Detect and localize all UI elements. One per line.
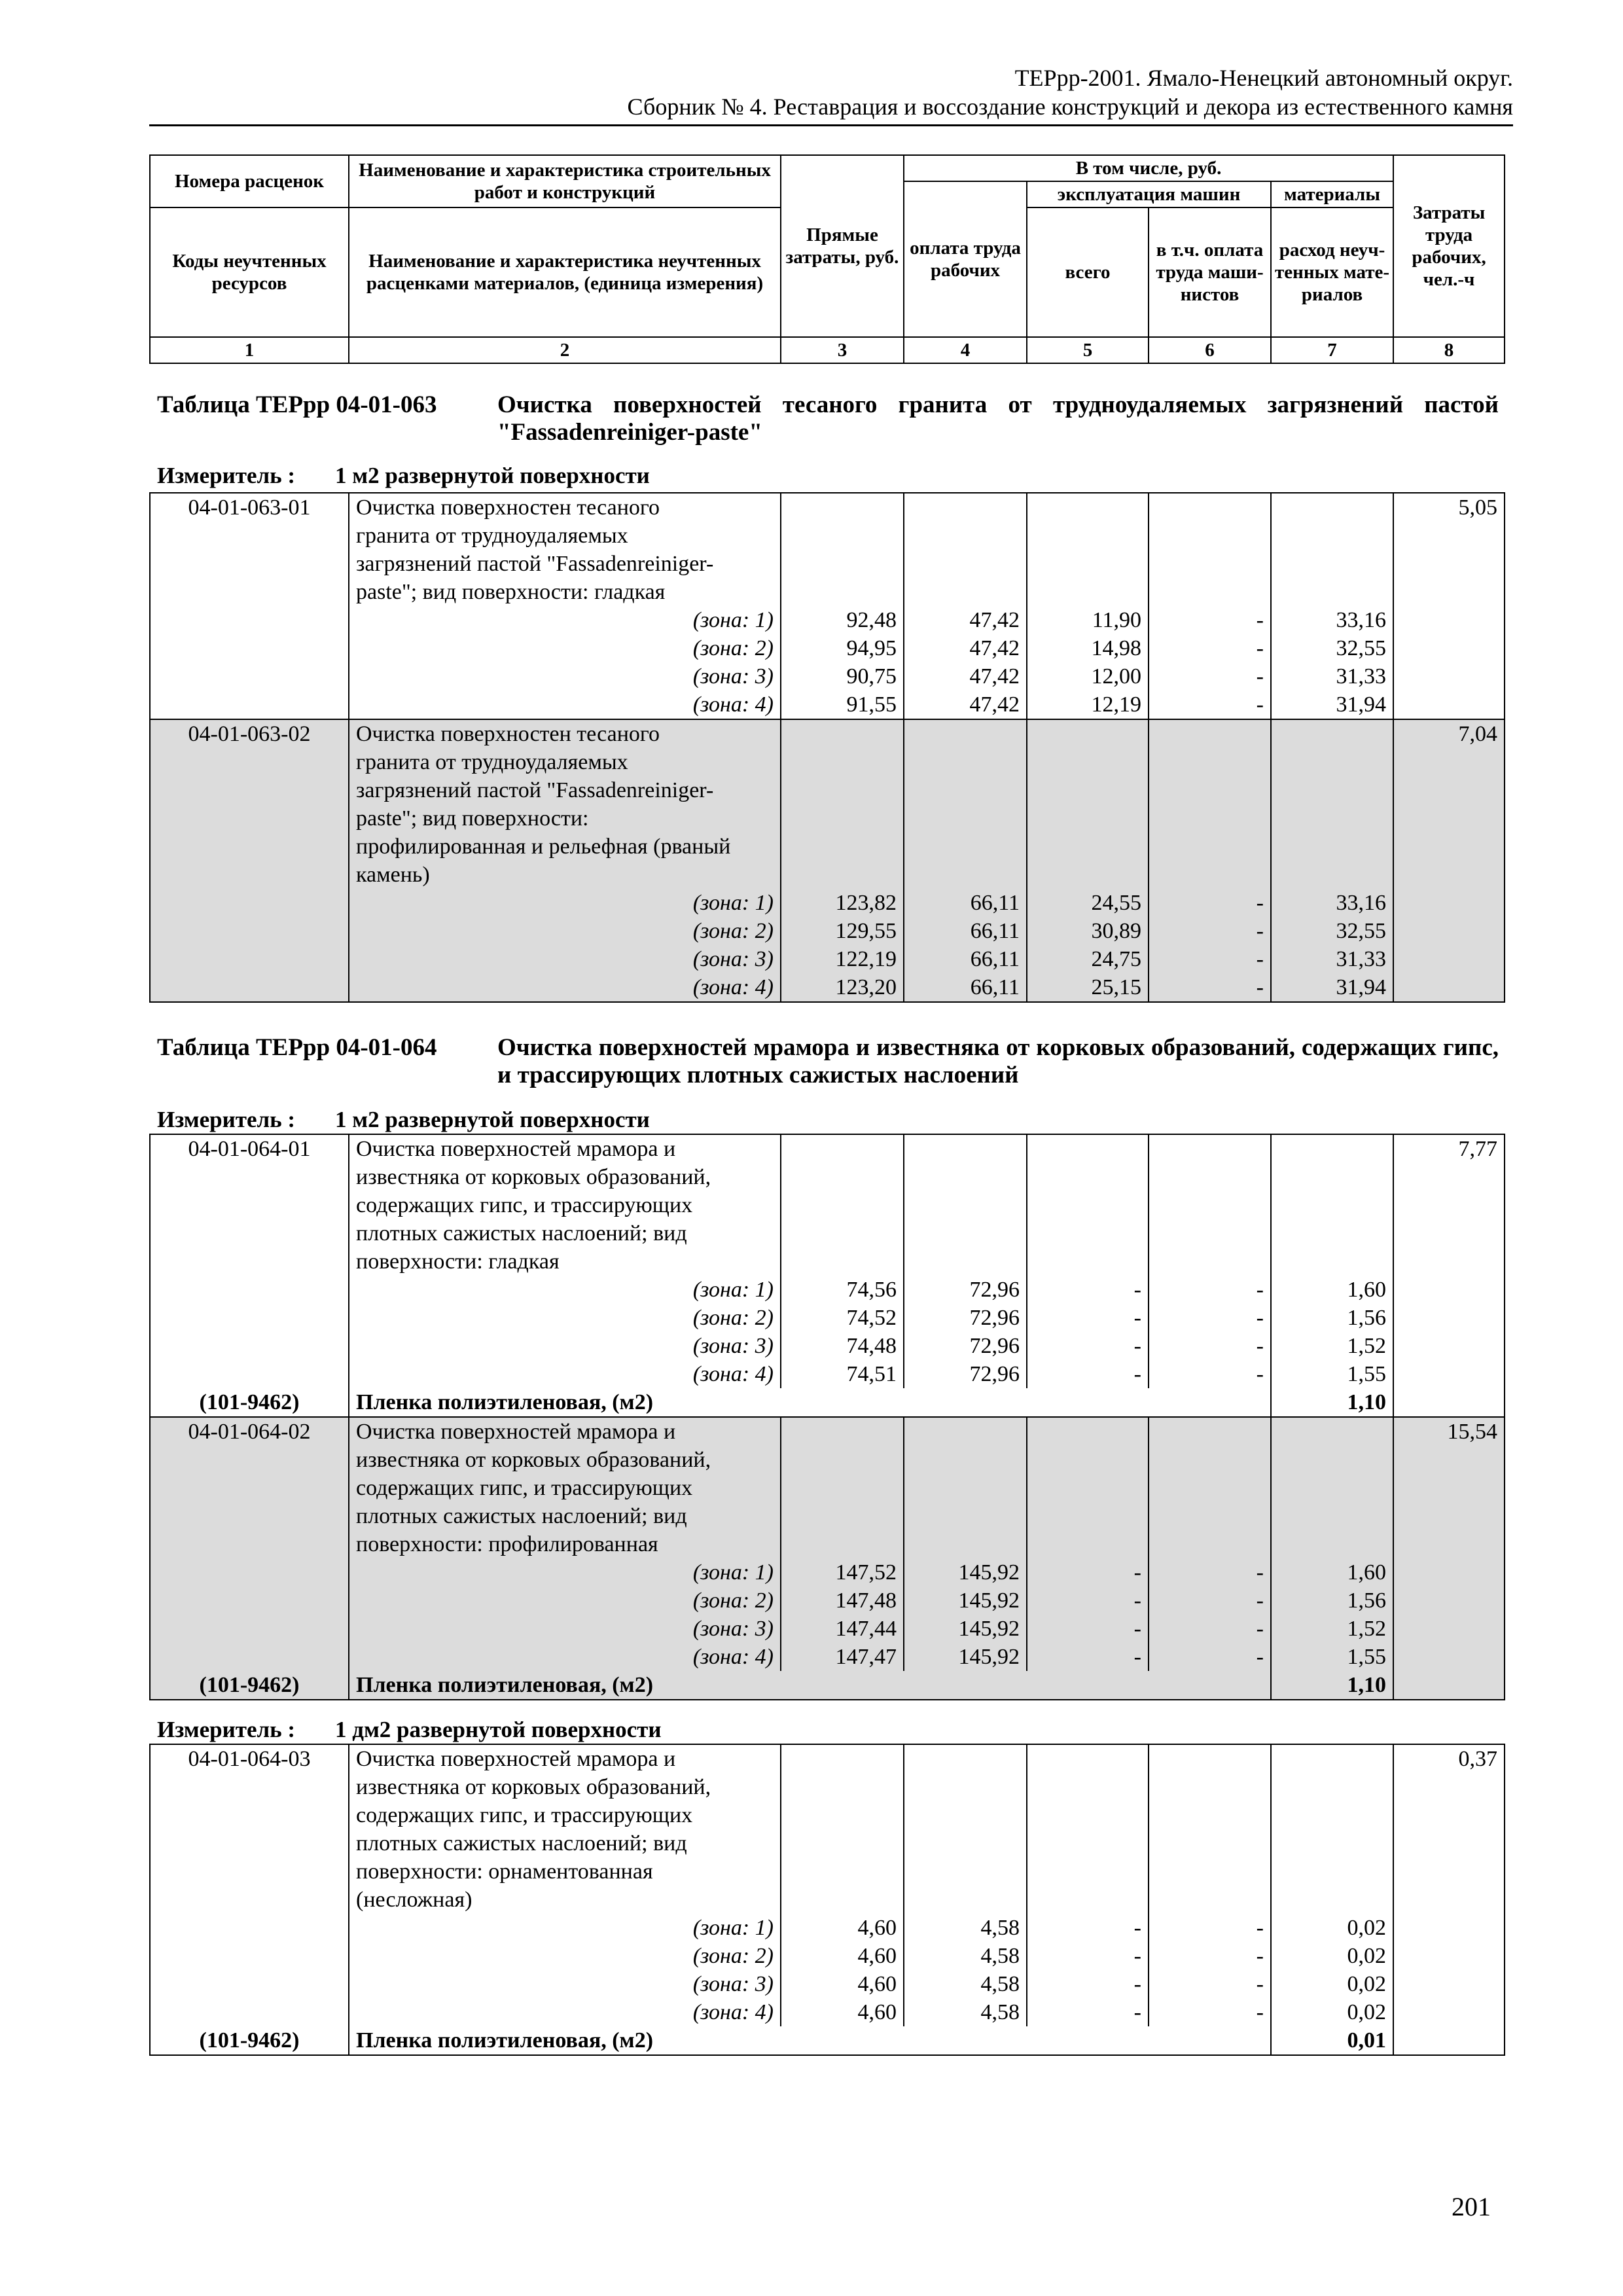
measure-line [157,462,650,490]
col-header-machine-operation: эксплуатация машин [1027,181,1271,207]
direct-costs: 74,56 74,52 74,48 74,51 [781,1276,904,1388]
measure-label: Измеритель : [157,1107,296,1132]
zone-labels: (зона: 1) (зона: 2) (зона: 3) (зона: 4) [349,1276,781,1388]
rates-table-063 [149,492,1505,1003]
materials: 0,02 0,02 0,02 0,02 [1271,1914,1393,2026]
work-description: Очистка поверхностей мрамора и известняка от корковых образований, содержащих гипс, и трассирующих плотных сажистых наслоений; вид поверхности: профилированная [349,1417,781,1558]
labor-costs: 0,37 [1393,1744,1505,2055]
table-row [150,1417,1505,1558]
resource-code: (101-9462) [150,1388,349,1417]
direct-costs: 147,52 147,48 147,44 147,47 [781,1558,904,1671]
zone-labels: (зона: 1) (зона: 2) (зона: 3) (зона: 4) [349,1558,781,1671]
resource-name: Пленка полиэтиленовая, (м2) [349,1388,1271,1417]
table-row [150,1744,1505,1914]
labor-costs: 5,05 [1393,493,1505,719]
zone-row [150,1276,1505,1388]
resource-code: (101-9462) [150,2026,349,2055]
rate-block [150,719,1505,1002]
col-number: 6 [1149,337,1271,363]
rates-table-064-dm2 [149,1744,1505,2056]
measure-unit: 1 дм2 развернутой поверхности [335,1717,662,1742]
work-description: Очистка поверхностей мрамора и известняка от корковых образований, содержащих гипс, и трассирующих плотных сажистых наслоений; вид поверхности: гладкая [349,1134,781,1276]
labor-costs: 7,77 [1393,1134,1505,1417]
worker-pay: 66,11 66,11 66,11 66,11 [904,889,1027,1002]
work-description: Очистка поверхностен тесаного гранита от трудноудаляемых загрязнений пастой "Fassadenreiniger- paste"; вид поверхности: профилированная и рельефная (рваный камень) [349,719,781,889]
col-header-machinist-pay: в т.ч. оплата труда маши-нистов [1149,207,1271,337]
col-number: 5 [1027,337,1149,363]
col-number: 1 [150,337,349,363]
table-number: Таблица ТЕРрр 04-01-064 [157,1034,437,1061]
zone-row [150,889,1505,1002]
measure-label: Измеритель : [157,1717,296,1742]
table-row [150,493,1505,606]
machinist-pay: - - - - [1149,1558,1271,1671]
machinist-pay: - - - - [1149,1276,1271,1388]
rate-code: 04-01-064-02 [150,1417,349,1671]
measure-unit: 1 м2 развернутой поверхности [335,463,650,488]
resource-name: Пленка полиэтиленовая, (м2) [349,2026,1271,2055]
work-description: Очистка поверхностен тесаного гранита от трудноудаляемых загрязнений пастой "Fassadenreiniger- paste"; вид поверхности: гладкая [349,493,781,606]
col-header-direct-costs: Прямые затраты, руб. [781,155,904,337]
resource-row [150,1671,1505,1700]
zone-labels: (зона: 1) (зона: 2) (зона: 3) (зона: 4) [349,889,781,1002]
col-header-work-name: Наименование и характеристика строительных работ и конструкций [349,155,781,207]
zone-labels: (зона: 1) (зона: 2) (зона: 3) (зона: 4) [349,606,781,719]
zone-row [150,606,1505,719]
resource-row [150,1388,1505,1417]
page-number: 201 [1452,2192,1491,2221]
measure-line [157,1716,662,1744]
worker-pay: 47,42 47,42 47,42 47,42 [904,606,1027,719]
machine-total: - - - - [1027,1558,1149,1671]
machine-total: - - - - [1027,1914,1149,2026]
zone-row [150,1558,1505,1671]
direct-costs: 92,48 94,95 90,75 91,55 [781,606,904,719]
labor-costs: 7,04 [1393,719,1505,1002]
machine-total: - - - - [1027,1276,1149,1388]
col-header-resource-codes: Коды неучтенных ресурсов [150,207,349,337]
worker-pay: 4,58 4,58 4,58 4,58 [904,1914,1027,2026]
machine-total: 24,55 30,89 24,75 25,15 [1027,889,1149,1002]
col-header-materials: материалы [1271,181,1393,207]
col-number: 7 [1271,337,1393,363]
running-header-title: ТЕРрр-2001. Ямало-Ненецкий автономный округ. [1014,65,1513,91]
col-header-worker-pay: оплата труда рабочих [904,181,1027,337]
header-rule [149,124,1513,126]
work-description: Очистка поверхностей мрамора и известняка от корковых образований, содержащих гипс, и трассирующих плотных сажистых наслоений; вид поверхности: орнаментованная (несложная) [349,1744,781,1914]
table-row [150,1134,1505,1276]
resource-quantity: 1,10 [1271,1388,1393,1417]
worker-pay: 145,92 145,92 145,92 145,92 [904,1558,1027,1671]
table-description: Очистка поверхностей мрамора и известняка от корковых образований, содержащих гипс, и трассирующих плотных сажистых наслоений [497,1034,1499,1088]
rate-block [150,1744,1505,2055]
col-header-material-name: Наименование и характеристика неучтенных расценками материалов, (единица измерения) [349,207,781,337]
machinist-pay: - - - - [1149,606,1271,719]
rate-code: 04-01-064-01 [150,1134,349,1388]
col-number: 3 [781,337,904,363]
rate-code: 04-01-064-03 [150,1744,349,2026]
resource-code: (101-9462) [150,1671,349,1700]
rates-table-064 [149,1134,1505,1700]
zone-labels: (зона: 1) (зона: 2) (зона: 3) (зона: 4) [349,1914,781,2026]
rate-code: 04-01-063-02 [150,719,349,1002]
column-header-table [149,154,1505,364]
col-header-rate-numbers: Номера расценок [150,155,349,207]
measure-unit: 1 м2 развернутой поверхности [335,1107,650,1132]
resource-row [150,2026,1505,2055]
col-header-labor-costs: Затраты труда рабочих, чел.-ч [1393,155,1505,337]
col-header-machine-total: всего [1027,207,1149,337]
labor-costs: 15,54 [1393,1417,1505,1700]
machinist-pay: - - - - [1149,889,1271,1002]
rate-block [150,493,1505,719]
col-header-including: В том числе, руб. [904,155,1393,181]
measure-label: Измеритель : [157,463,296,488]
col-number: 4 [904,337,1027,363]
table-number: Таблица ТЕРрр 04-01-063 [157,391,437,418]
resource-name: Пленка полиэтиленовая, (м2) [349,1671,1271,1700]
machinist-pay: - - - - [1149,1914,1271,2026]
resource-quantity: 1,10 [1271,1671,1393,1700]
col-header-material-use: расход неуч-тенных мате-риалов [1271,207,1393,337]
materials: 1,60 1,56 1,52 1,55 [1271,1558,1393,1671]
measure-line [157,1106,650,1134]
table-description: Очистка поверхностей тесаного гранита от трудноудаляемых загрязнений пастой "Fassadenreiniger-paste" [497,391,1499,446]
rate-block [150,1134,1505,1417]
running-header-subtitle: Сборник № 4. Реставрация и воссоздание конструкций и декора из естественного камня [627,94,1513,120]
machine-total: 11,90 14,98 12,00 12,19 [1027,606,1149,719]
materials: 33,16 32,55 31,33 31,94 [1271,889,1393,1002]
rate-code: 04-01-063-01 [150,493,349,719]
direct-costs: 123,82 129,55 122,19 123,20 [781,889,904,1002]
resource-quantity: 0,01 [1271,2026,1393,2055]
col-number: 2 [349,337,781,363]
zone-row [150,1914,1505,2026]
direct-costs: 4,60 4,60 4,60 4,60 [781,1914,904,2026]
worker-pay: 72,96 72,96 72,96 72,96 [904,1276,1027,1388]
materials: 33,16 32,55 31,33 31,94 [1271,606,1393,719]
col-number: 8 [1393,337,1505,363]
table-row [150,719,1505,889]
rate-block [150,1417,1505,1700]
materials: 1,60 1,56 1,52 1,55 [1271,1276,1393,1388]
